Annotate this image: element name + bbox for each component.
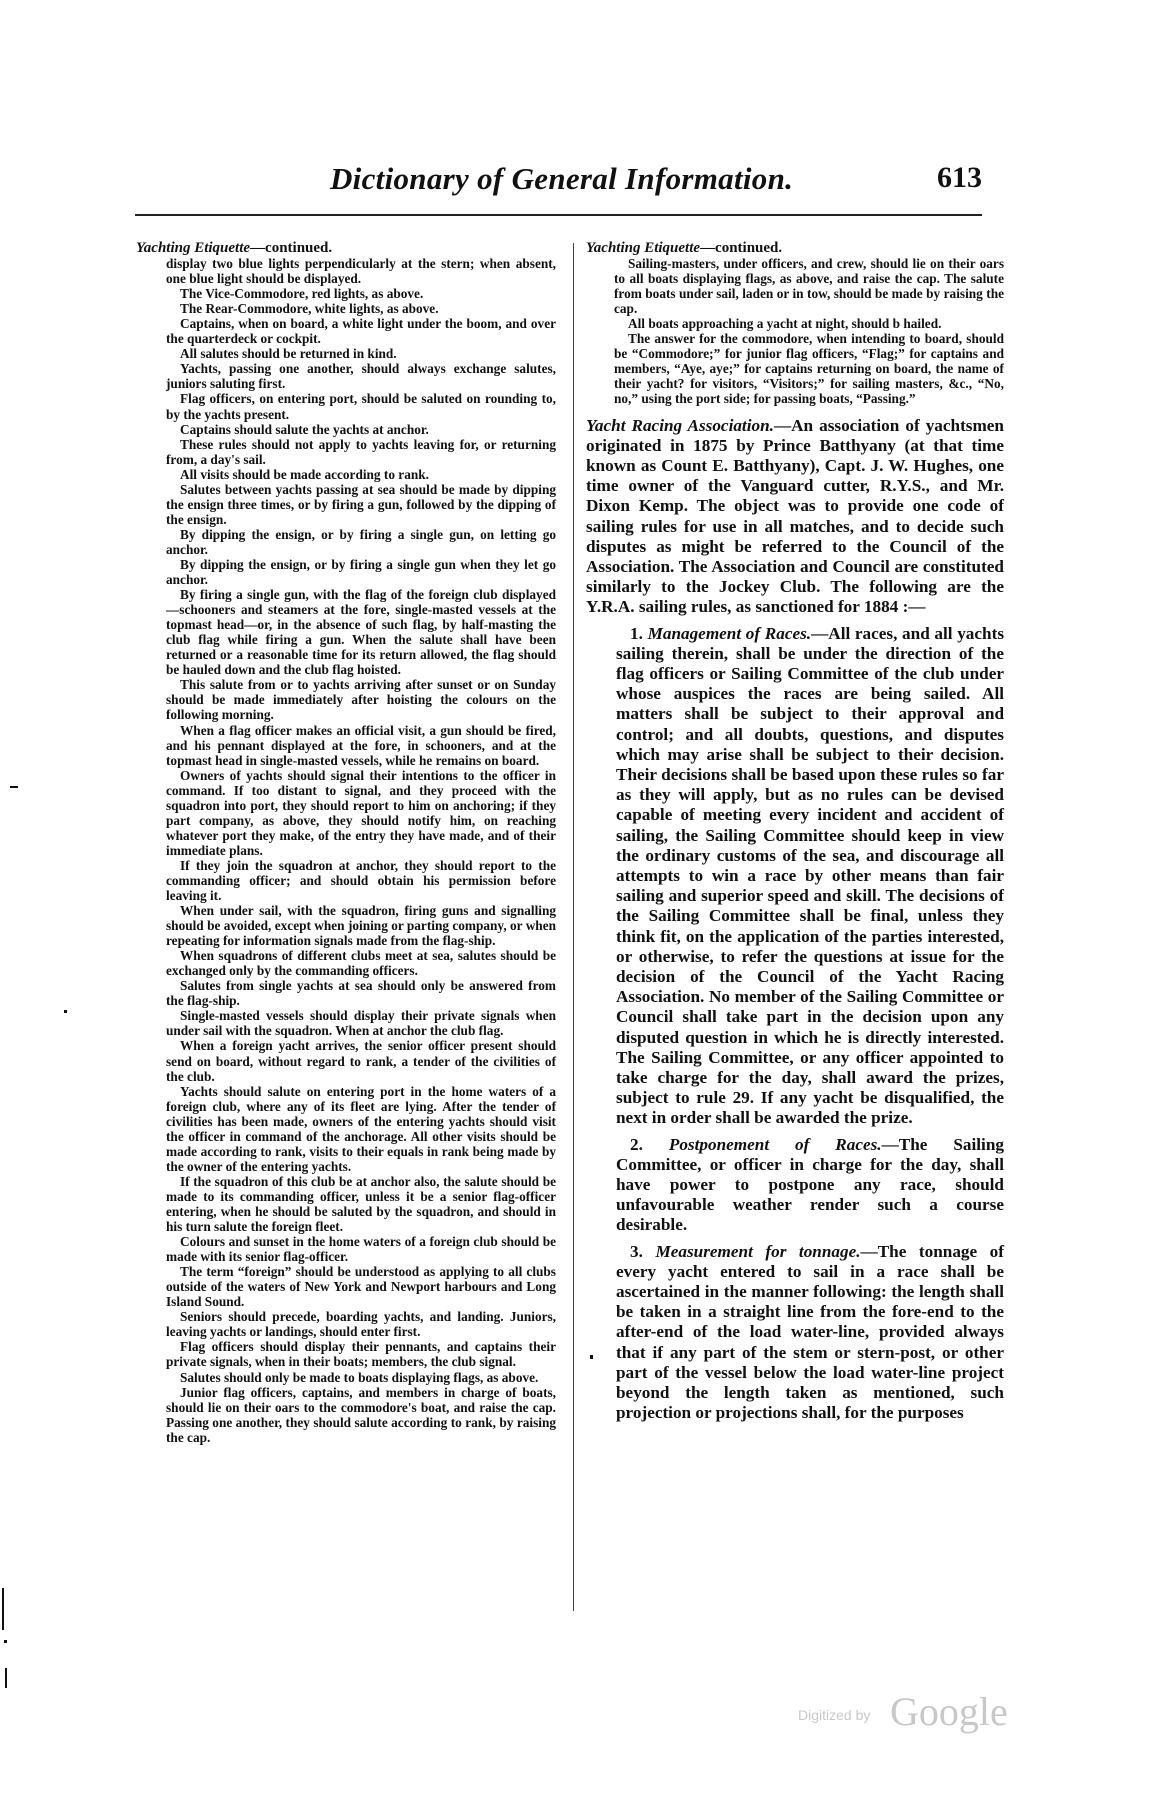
paragraph: Colours and sunset in the home waters of a foreign club should be made with its senior flag-officer. (166, 1234, 556, 1265)
scan-speck (4, 1640, 7, 1643)
right-column (586, 241, 1004, 1423)
digitized-watermark (798, 1688, 1028, 1736)
paragraph: display two blue lights perpendicularly at the stern; when absent, one blue light should be displayed. (166, 256, 556, 287)
paragraph: Junior flag officers, captains, and members in charge of boats, should lie on their oars to the commodore's boat, and raise the cap. Passing one another, they should salute according to rank, by raising the cap. (166, 1384, 556, 1445)
paragraph: Seniors should precede, boarding yachts, and landing. Juniors, leaving yachts or landings, should enter first. (166, 1309, 556, 1340)
scan-speck (10, 786, 18, 788)
paragraph: All boats approaching a yacht at night, should b hailed. (628, 316, 942, 332)
rule-title: Measurement for tonnage. (655, 1241, 861, 1261)
rule-text: —The tonnage of every yacht entered to sail in a race shall be ascertained in the manner following: the length shall be taken in a straight line from the fore-end to the after-end of the load water-line, provided always that if any part of the stem or stern-post, or other part of the vessel below the load water-line project beyond the length taken as mentioned, such projection or projections shall, for the purposes (616, 1241, 1004, 1423)
scan-speck (2, 1588, 4, 1630)
paragraph: Salutes between yachts passing at sea should be made by dipping the ensign three times, or by firing a gun, followed by the dipping of the ensign. (166, 481, 556, 527)
paragraph: The Rear-Commodore, white lights, as above. (180, 301, 439, 317)
watermark-prefix: Digitized by (798, 1707, 871, 1723)
paragraph: By dipping the ensign, or by firing a single gun when they let go anchor. (166, 556, 556, 588)
rule-number: 2. (630, 1134, 643, 1154)
paragraph: If the squadron of this club be at anchor also, the salute should be made to its commanding officer, unless it be a senior flag-officer entering, when he should be saluted by the squadron, and should in his turn salute the foreign fleet. (166, 1173, 556, 1235)
rule-3 (586, 1242, 1004, 1424)
paragraph: Sailing-masters, under officers, and crew, should lie on their oars to all boats displaying flags, as above, and raise the cap. The salute from boats under sail, laden or in tow, should be made by raising the cap. (614, 256, 1004, 317)
rule-text: —All races, and all yachts sailing therein, shall be under the direction of the flag officers or Sailing Committee of the club under whose auspices the races are being sailed. All matters shall be subject to their approval and control; and all doubts, questions, and disputes which may arise shall be subject to their decision. Their decisions shall be based upon these rules so far as they will apply, but as no rules can be devised capable of meeting every incident and accident of sailing, the Sailing Committee should keep in view the ordinary customs of the sea, and discourage all attempts to win a race by other means than fair sailing and superior speed and skill. The decisions of the Sailing Committee shall be final, unless they think fit, on the application of the parties interested, or otherwise, to refer the questions at issue for the decision of the Council of the Yacht Racing Association. No member of the Sailing Committee or Council shall take part in the decision upon any disputed question in which he is directly interested. The Sailing Committee, or any officer appointed to take charge for the day, shall award the prizes, subject to rule 29. If any yacht be disqualified, the next in order shall be awarded the prize. (616, 623, 1005, 1128)
paragraph: Salutes from single yachts at sea should only be answered from the flag-ship. (166, 978, 556, 1009)
rule-number: 3. (630, 1241, 643, 1261)
paragraph: If they join the squadron at anchor, they should report to the commanding officer; and should obtain his permission before leaving it. (166, 857, 556, 904)
paragraph: The term “foreign” should be understood as applying to all clubs outside of the waters of New York and Newport harbours and Long Island Sound. (166, 1264, 556, 1310)
left-heading-italic: Yachting Etiquette (136, 240, 251, 256)
watermark-logo-text: Google (890, 1689, 1008, 1734)
header-rule (135, 214, 982, 216)
rule-text: —The Sailing Committee, or officer in charge for the day, shall have power to postpone any race, should unfavourable weather render such a course desirable. (616, 1134, 1004, 1235)
header-title: Dictionary of General Information. (330, 161, 794, 196)
rule-number: 1. (630, 623, 643, 643)
right-column-heading (586, 241, 1004, 256)
rule-title: Postponement of Races. (668, 1134, 882, 1154)
left-heading-rest: —continued. (250, 240, 333, 256)
entry-headword: Yacht Racing Association. (586, 415, 774, 435)
yacht-racing-association-entry (586, 416, 1004, 1424)
etiquette-continuation (586, 241, 1004, 407)
paragraph: Captains should salute the yachts at anchor. (180, 421, 429, 437)
paragraph: Flag officers, on entering port, should be saluted on rounding to, by the yachts present. (166, 391, 556, 422)
column-divider (573, 243, 574, 1611)
running-header (135, 161, 982, 201)
entry-paragraph (586, 416, 1004, 618)
right-heading-italic: Yachting Etiquette (586, 240, 701, 256)
paragraph: Flag officers should display their pennants, and captains their private signals, when in their boats; members, the club signal. (166, 1339, 556, 1370)
paragraph: When squadrons of different clubs meet at sea, salutes should be exchanged only by the commanding officers. (166, 948, 556, 979)
paragraph: All visits should be made according to rank. (180, 466, 429, 482)
paragraph: All salutes should be returned in kind. (180, 346, 397, 362)
scan-speck (64, 1010, 67, 1013)
paragraph: By firing a single gun, with the flag of the foreign club displayed—schooners and steamers at the fore, single-masted vessels at the topmast head—or, in the absence of such flag, by half-masting the club flag while firing a gun. When the salute shall have been returned or a reasonable time for its return allowed, the flag should be hauled down and the club flag hoisted. (166, 587, 556, 678)
rule-title: Management of Races. (647, 623, 812, 643)
right-heading-rest: —continued. (700, 240, 783, 256)
paragraph: The answer for the commodore, when intending to board, should be “Commodore;” for junior flag officers, “Flag;” for captains and members, “Aye, aye;” for captains returning on board, the name of their yacht? for visitors, “Visitors;” for sailing masters, &c., “No, no,” using the port side; for passing boats, “Passing.” (614, 331, 1004, 407)
paragraph: Owners of yachts should signal their intentions to the officer in command. If too distant to signal, and they proceed with the squadron into port, they should report to him on anchoring; if they part company, as above, they should notify him, on reaching whatever port they make, of the entry they have made, and of their immediate plans. (166, 767, 556, 858)
paragraph: These rules should not apply to yachts leaving for, or returning from, a day's sail. (166, 436, 556, 467)
left-column-heading (136, 241, 556, 256)
paragraph: When under sail, with the squadron, firing guns and signalling should be avoided, except when joining or parting company, or when repeating for information signals made from the flag-ship. (166, 903, 556, 949)
paragraph: Yachts, passing one another, should always exchange salutes, juniors saluting first. (166, 361, 556, 392)
rule-2 (586, 1135, 1004, 1236)
paragraph: When a flag officer makes an official visit, a gun should be fired, and his pennant displayed at the fore, in schooners, and at the topmast head in single-masted vessels, while he remains on board. (166, 722, 556, 768)
paragraph: This salute from or to yachts arriving after sunset or on Sunday should be made immediately after hoisting the colours on the following morning. (166, 677, 556, 723)
page-number: 613 (937, 161, 982, 194)
scan-speck (5, 1668, 7, 1688)
paragraph: Single-masted vessels should display their private signals when under sail with the squadron. When at anchor the club flag. (166, 1008, 556, 1039)
scan-speck (590, 1355, 593, 1359)
paragraph: By dipping the ensign, or by firing a single gun, on letting go anchor. (166, 526, 556, 557)
rule-1 (586, 624, 1004, 1129)
paragraph: Salutes should only be made to boats displaying flags, as above. (180, 1369, 539, 1385)
paragraph: When a foreign yacht arrives, the senior officer present should send on board, without regard to rank, a tender of the civilities of the club. (166, 1038, 556, 1084)
paragraph: Yachts should salute on entering port in the home waters of a foreign club, where any of its fleet are lying. After the tender of civilities has been made, owners of the entering yachts should visit the officer in command of the anchorage. All other visits should be made according to rank, visits to their equals in rank being made by the owner of the entering yachts. (166, 1083, 556, 1174)
entry-text: —An association of yachtsmen originated in 1875 by Prince Batthyany (at that time known as Count E. Batthyany), Capt. J. W. Hughes, one time owner of the Vanguard cutter, R.Y.S., and Mr. Dixon Kemp. The object was to provide one code of sailing rules for use in all matches, and to decide such disputes as might be referred to the Council of the Association. The Association and Council are constituted similarly to the Jockey Club. The following are the Y.R.A. sailing rules, as sanctioned for 1884 :— (586, 415, 1004, 617)
paragraph: Captains, when on board, a white light under the boom, and over the quarterdeck or cockpit. (166, 316, 556, 347)
left-column (136, 241, 556, 1445)
paragraph: The Vice-Commodore, red lights, as above. (180, 286, 424, 302)
